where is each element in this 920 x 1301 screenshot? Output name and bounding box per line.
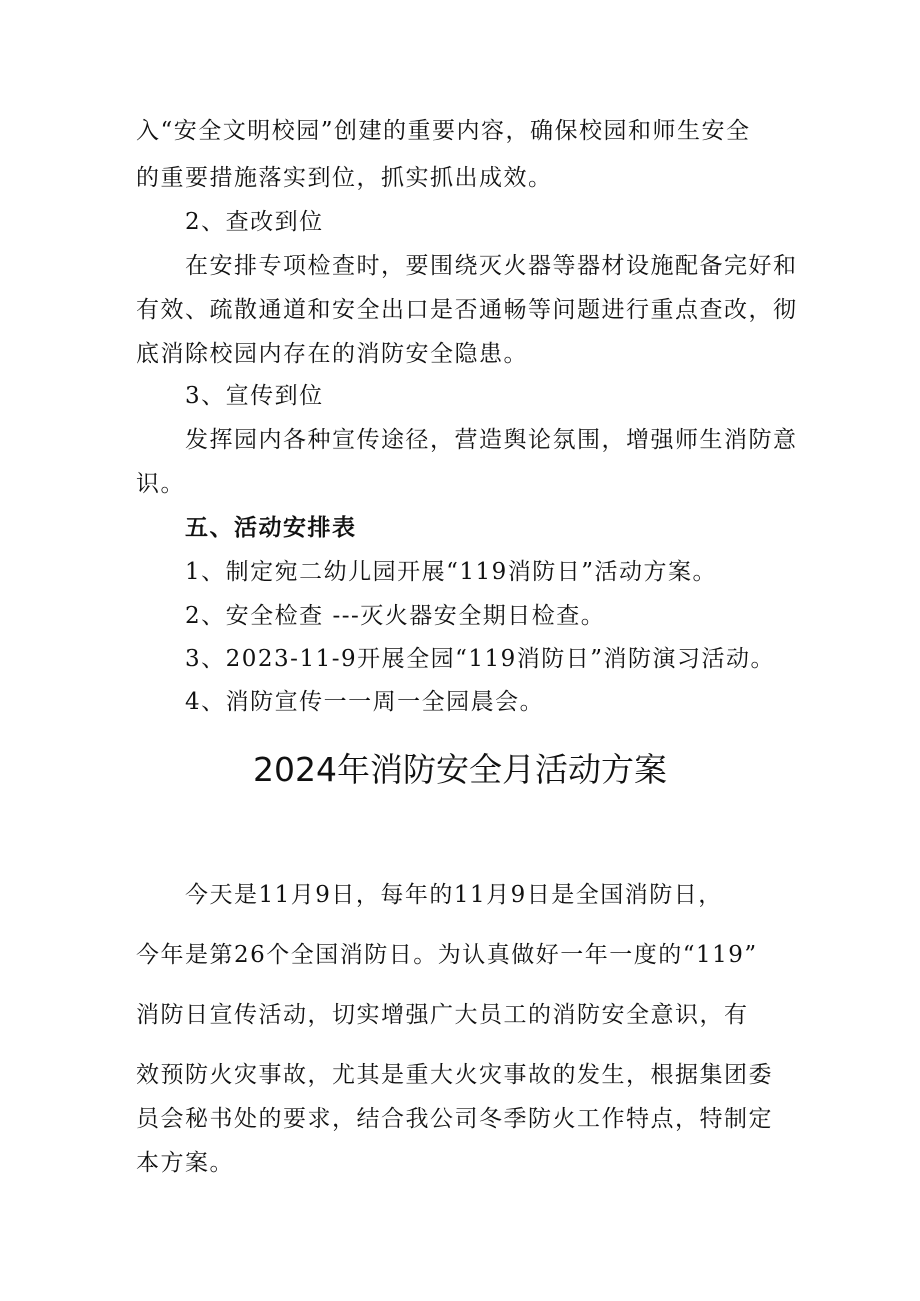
paragraph-line: 消防日宣传活动，切实增强广大员工的消防安全意识，有 [136, 1002, 749, 1028]
paragraph-line: 的重要措施落实到位，抓实抓出成效。 [136, 165, 553, 191]
paragraph-line: 入“安全文明校园”创建的重要内容，确保校园和师生安全 [136, 118, 751, 144]
paragraph-line: 员会秘书处的要求，结合我公司冬季防火工作特点，特制定 [136, 1106, 773, 1132]
document-title: 2024年消防安全月活动方案 [253, 750, 667, 789]
schedule-item: 2、安全检查 ---灭火器安全期日检查。 [185, 603, 606, 629]
paragraph-line: 识。 [136, 471, 185, 497]
schedule-item: 3、2023-11-9开展全园“119消防日”消防演习活动。 [185, 646, 776, 672]
schedule-item: 1、制定宛二幼儿园开展“119消防日”活动方案。 [185, 559, 718, 585]
section-heading-schedule: 五、活动安排表 [185, 514, 357, 541]
paragraph-line: 发挥园内各种宣传途径，营造舆论氛围，增强师生消防意 [185, 427, 798, 453]
paragraph-line: 在安排专项检查时，要围绕灭火器等器材设施配备完好和 [185, 253, 798, 279]
paragraph-line: 效预防火灾事故，尤其是重大火灾事故的发生，根据集团委 [136, 1062, 773, 1088]
paragraph-line: 有效、疏散通道和安全出口是否通畅等问题进行重点查改，彻 [136, 297, 798, 323]
subheading-publicity: 3、宣传到位 [185, 383, 324, 409]
subheading-check-fix: 2、查改到位 [185, 209, 324, 235]
paragraph-line: 今年是第26个全国消防日。为认真做好一年一度的“119” [136, 942, 758, 968]
paragraph-line: 本方案。 [136, 1150, 234, 1176]
paragraph-line: 今天是11月9日，每年的11月9日是全国消防日， [185, 882, 723, 908]
paragraph-line: 底消除校园内存在的消防安全隐患。 [136, 341, 528, 367]
schedule-item: 4、消防宣传一一周一全园晨会。 [185, 689, 545, 715]
